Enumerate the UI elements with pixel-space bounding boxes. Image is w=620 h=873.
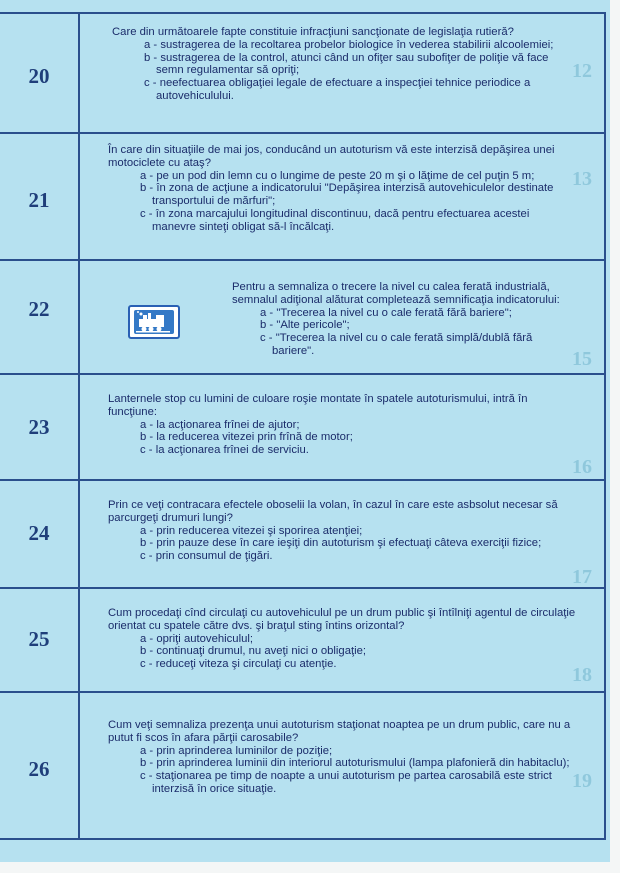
question-number: 25 bbox=[28, 627, 50, 651]
answer-option-c[interactable]: c - în zona marcajului longitudinal discontinuu, dacă pentru efectuarea acestei manevre sinteţi obligat să-l încălcaţi. bbox=[140, 207, 530, 233]
question-row-22 bbox=[0, 261, 606, 375]
answer-option-a[interactable]: a - la acţionarea frînei de ajutor; bbox=[140, 418, 300, 431]
question-row-21 bbox=[0, 134, 606, 261]
question-row-24 bbox=[0, 481, 606, 589]
answer-option-b[interactable]: b - "Alte pericole"; bbox=[260, 319, 350, 332]
question-text bbox=[108, 144, 568, 234]
additional-sign bbox=[128, 305, 180, 339]
bleed-through-number: 12 bbox=[572, 60, 592, 82]
question-number: 26 bbox=[28, 757, 50, 781]
question-text bbox=[108, 499, 568, 563]
question-row-25 bbox=[0, 589, 606, 693]
answer-option-c[interactable]: c - reduceţi viteza şi circulaţi cu atenţie. bbox=[140, 658, 337, 671]
answer-option-a[interactable]: a - pe un pod din lemn cu o lungime de peste 20 m şi o lăţime de cel puţin 5 m; bbox=[140, 169, 535, 182]
question-stem: Lanternele stop cu lumini de culoare roşie montate în spatele autoturismului, intră în funcţiune: bbox=[108, 393, 528, 418]
answer-option-b[interactable]: b - prin pauze dese în care ieşiţi din autoturism şi efectuaţi câteva exerciţii fizice; bbox=[140, 537, 542, 550]
question-number: 24 bbox=[28, 521, 50, 545]
question-text bbox=[108, 393, 568, 457]
answer-option-c[interactable]: c - "Trecerea la nivel cu o cale ferată simplă/dublă fără bariere". bbox=[260, 332, 533, 357]
question-stem: Cum veţi semnaliza prezenţa unui autoturism staţionat noaptea pe un drum public, care nu a putut fi scos în afara părţii carosabile? bbox=[108, 719, 571, 744]
bleed-through-number: 19 bbox=[572, 770, 592, 792]
bleed-through-number: 18 bbox=[572, 664, 592, 686]
answer-option-c[interactable]: c - neefectuarea obligaţiei legale de efectuare a inspecţiei tehnice periodice a autovehiculului. bbox=[144, 77, 531, 102]
question-text bbox=[112, 26, 568, 103]
question-stem: În care din situaţiile de mai jos, conducând un autoturism vă este interzisă depăşirea unei motociclete cu ataş? bbox=[108, 144, 555, 169]
answer-option-a[interactable]: a - prin aprinderea luminilor de poziţie; bbox=[140, 744, 333, 757]
answer-option-b[interactable]: b - în zona de acţiune a indicatorului "Depăşirea interzisă autovehiculelor destinate transportului de mărfuri"; bbox=[140, 182, 554, 208]
answer-option-b[interactable]: b - la reducerea vitezei prin frînă de motor; bbox=[140, 431, 353, 444]
question-text bbox=[108, 607, 582, 671]
question-number: 22 bbox=[28, 297, 50, 321]
question-number: 23 bbox=[28, 415, 50, 439]
answer-option-a[interactable]: a - "Trecerea la nivel cu o cale ferată fără bariere"; bbox=[260, 306, 512, 319]
answer-option-c[interactable]: c - la acţionarea frînei de serviciu. bbox=[140, 444, 309, 457]
bleed-through-number: 13 bbox=[572, 168, 592, 190]
question-row-23 bbox=[0, 375, 606, 481]
question-text bbox=[232, 281, 576, 358]
answer-option-a[interactable]: a - prin reducerea vitezei şi sporirea atenţiei; bbox=[140, 524, 363, 537]
bleed-through-number: 16 bbox=[572, 456, 592, 478]
question-stem: Pentru a semnaliza o trecere la nivel cu calea ferată industrială, semnalul adiţional alăturat completează semnificaţia indicatorului: bbox=[232, 281, 560, 306]
answer-option-c[interactable]: c - staţionarea pe timp de noapte a unui autoturism pe partea carosabilă este strict interzisă în orice situaţie. bbox=[140, 770, 552, 795]
questions-table bbox=[0, 12, 606, 840]
answer-option-b[interactable]: b - continuaţi drumul, nu aveţi nici o obligaţie; bbox=[140, 645, 367, 658]
question-stem: Prin ce veţi contracara efectele oboselii la volan, în cazul în care este asbsolut necesar să parcurgeţi drumuri lungi? bbox=[108, 499, 558, 524]
question-stem: Cum procedaţi cînd circulaţi cu autovehiculul pe un drum public şi întîlniţi agentul de circulaţie orientat cu spatele către dvs. şi braţul sting întins orizontal? bbox=[108, 607, 576, 632]
answer-option-b[interactable]: b - sustragerea de la control, atunci când un ofiţer sau subofiţer de poliţie vă face semn regulamentar să opriţi; bbox=[144, 51, 549, 77]
answer-option-c[interactable]: c - prin consumul de ţigări. bbox=[140, 550, 273, 563]
question-stem: Care din următoarele fapte constituie infracţiuni sancţionate de legislaţia rutieră? bbox=[112, 26, 514, 38]
question-row-20 bbox=[0, 14, 606, 134]
railway-locomotive-icon bbox=[134, 310, 174, 334]
answer-option-a[interactable]: a - sustragerea de la recoltarea probelor biologice în vederea stabilirii alcoolemiei; bbox=[144, 38, 554, 51]
question-text bbox=[108, 719, 582, 796]
question-row-26 bbox=[0, 693, 606, 838]
answer-option-b[interactable]: b - prin aprinderea luminii din interiorul autoturismului (lampa plafonieră din habitaclu); bbox=[140, 757, 570, 770]
bleed-through-number: 17 bbox=[572, 566, 592, 588]
bleed-through-number: 15 bbox=[572, 348, 592, 370]
question-number: 21 bbox=[28, 188, 50, 212]
answer-option-a[interactable]: a - opriţi autovehiculul; bbox=[140, 632, 254, 645]
question-number: 20 bbox=[28, 64, 50, 88]
